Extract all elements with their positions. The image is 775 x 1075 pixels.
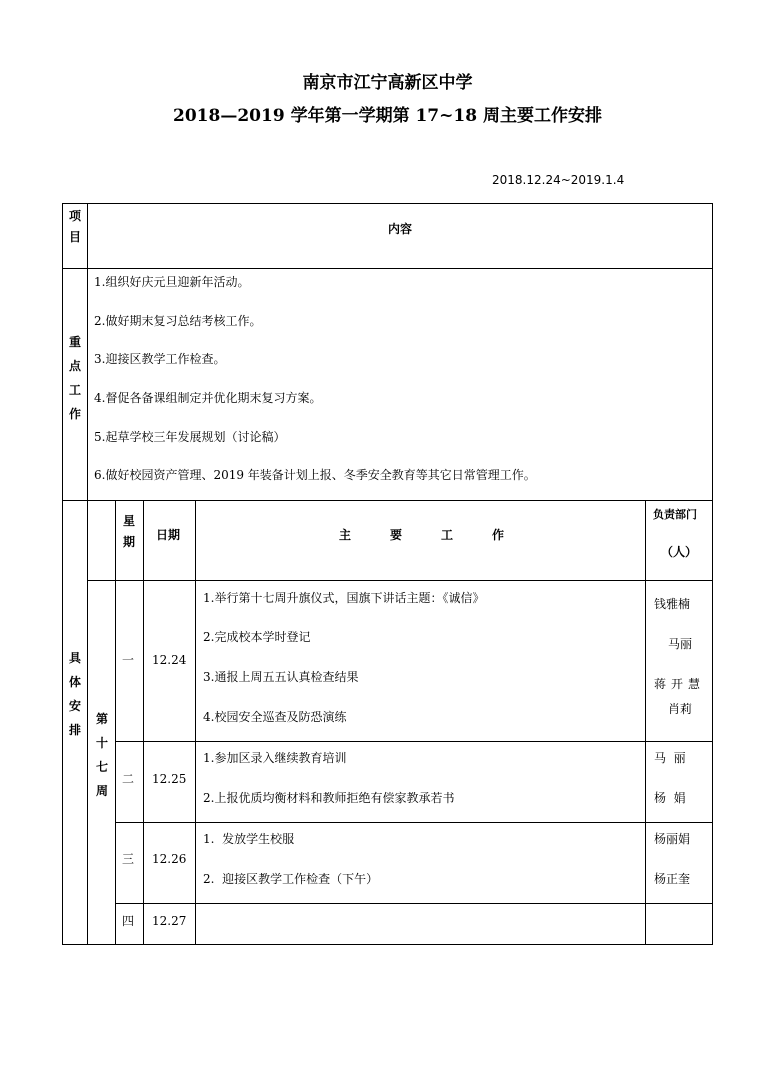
weekday-cell: 一 [122, 653, 135, 667]
task-item: 2.完成校本学时登记 [203, 630, 311, 644]
week-label: 第 十 七 周 [95, 712, 108, 798]
date-cell: 12.27 [152, 914, 187, 928]
item-column-header: 项 目 [68, 209, 81, 244]
task-item: 3.通报上周五五认真检查结果 [203, 670, 359, 684]
key-work-item: 2.做好期末复习总结考核工作。 [94, 314, 262, 328]
work-column-header-char: 作 [492, 528, 505, 542]
key-work-item: 5.起草学校三年发展规划（讨论稿） [94, 430, 286, 444]
arrangement-label: 具 体 安 排 [68, 651, 81, 737]
weekday-column-header: 星 期 [122, 514, 135, 549]
person-cell: 杨丽娟 [654, 832, 691, 846]
person-cell: 杨正奎 [654, 872, 691, 886]
work-column-header-char: 主 [339, 528, 352, 542]
dept-column-header-person: （人） [661, 545, 698, 559]
content-column-header: 内容 [388, 222, 413, 236]
person-cell: 杨 娟 [654, 791, 686, 805]
person-cell: 马 丽 [654, 751, 686, 765]
person-cell: 钱雅楠 [654, 597, 691, 611]
date-column-header: 日期 [156, 528, 181, 542]
key-work-item: 6.做好校园资产管理、2019 年装备计划上报、冬季安全教育等其它日常管理工作。 [94, 468, 536, 482]
person-cell: 肖莉 [668, 702, 693, 716]
dept-column-header: 负责部门 [653, 508, 697, 521]
task-item: 4.校园安全巡查及防恐演练 [203, 710, 347, 724]
date-cell: 12.24 [152, 653, 187, 667]
school-title: 南京市江宁高新区中学 [302, 73, 473, 93]
task-item: 2.上报优质均衡材料和教师拒绝有偿家教承若书 [203, 791, 455, 805]
task-item: 1. 发放学生校服 [203, 832, 295, 846]
task-item: 1.举行第十七周升旗仪式，国旗下讲话主题：《诚信》 [203, 591, 485, 605]
date-cell: 12.25 [152, 772, 187, 786]
person-cell: 蒋开慧 [654, 677, 706, 691]
weekday-cell: 四 [122, 914, 135, 928]
key-work-item: 3.迎接区教学工作检查。 [94, 352, 226, 366]
weekday-cell: 二 [122, 772, 135, 786]
key-work-item: 1.组织好庆元旦迎新年活动。 [94, 275, 250, 289]
work-column-header-char: 工 [441, 528, 454, 542]
date-range: 2018.12.24~2019.1.4 [492, 173, 625, 187]
task-item: 1.参加区录入继续教育培训 [203, 751, 347, 765]
work-column-header-char: 要 [390, 528, 403, 542]
key-work-label: 重 点 工 作 [68, 335, 81, 421]
key-work-item: 4.督促各备课组制定并优化期末复习方案。 [94, 391, 322, 405]
document-subtitle: 2018—2019 学年第一学期第 17~18 周主要工作安排 [173, 106, 602, 126]
task-item: 2. 迎接区教学工作检查（下午） [203, 872, 379, 886]
person-cell: 马丽 [668, 637, 693, 651]
date-cell: 12.26 [152, 852, 187, 866]
weekday-cell: 三 [122, 852, 135, 866]
